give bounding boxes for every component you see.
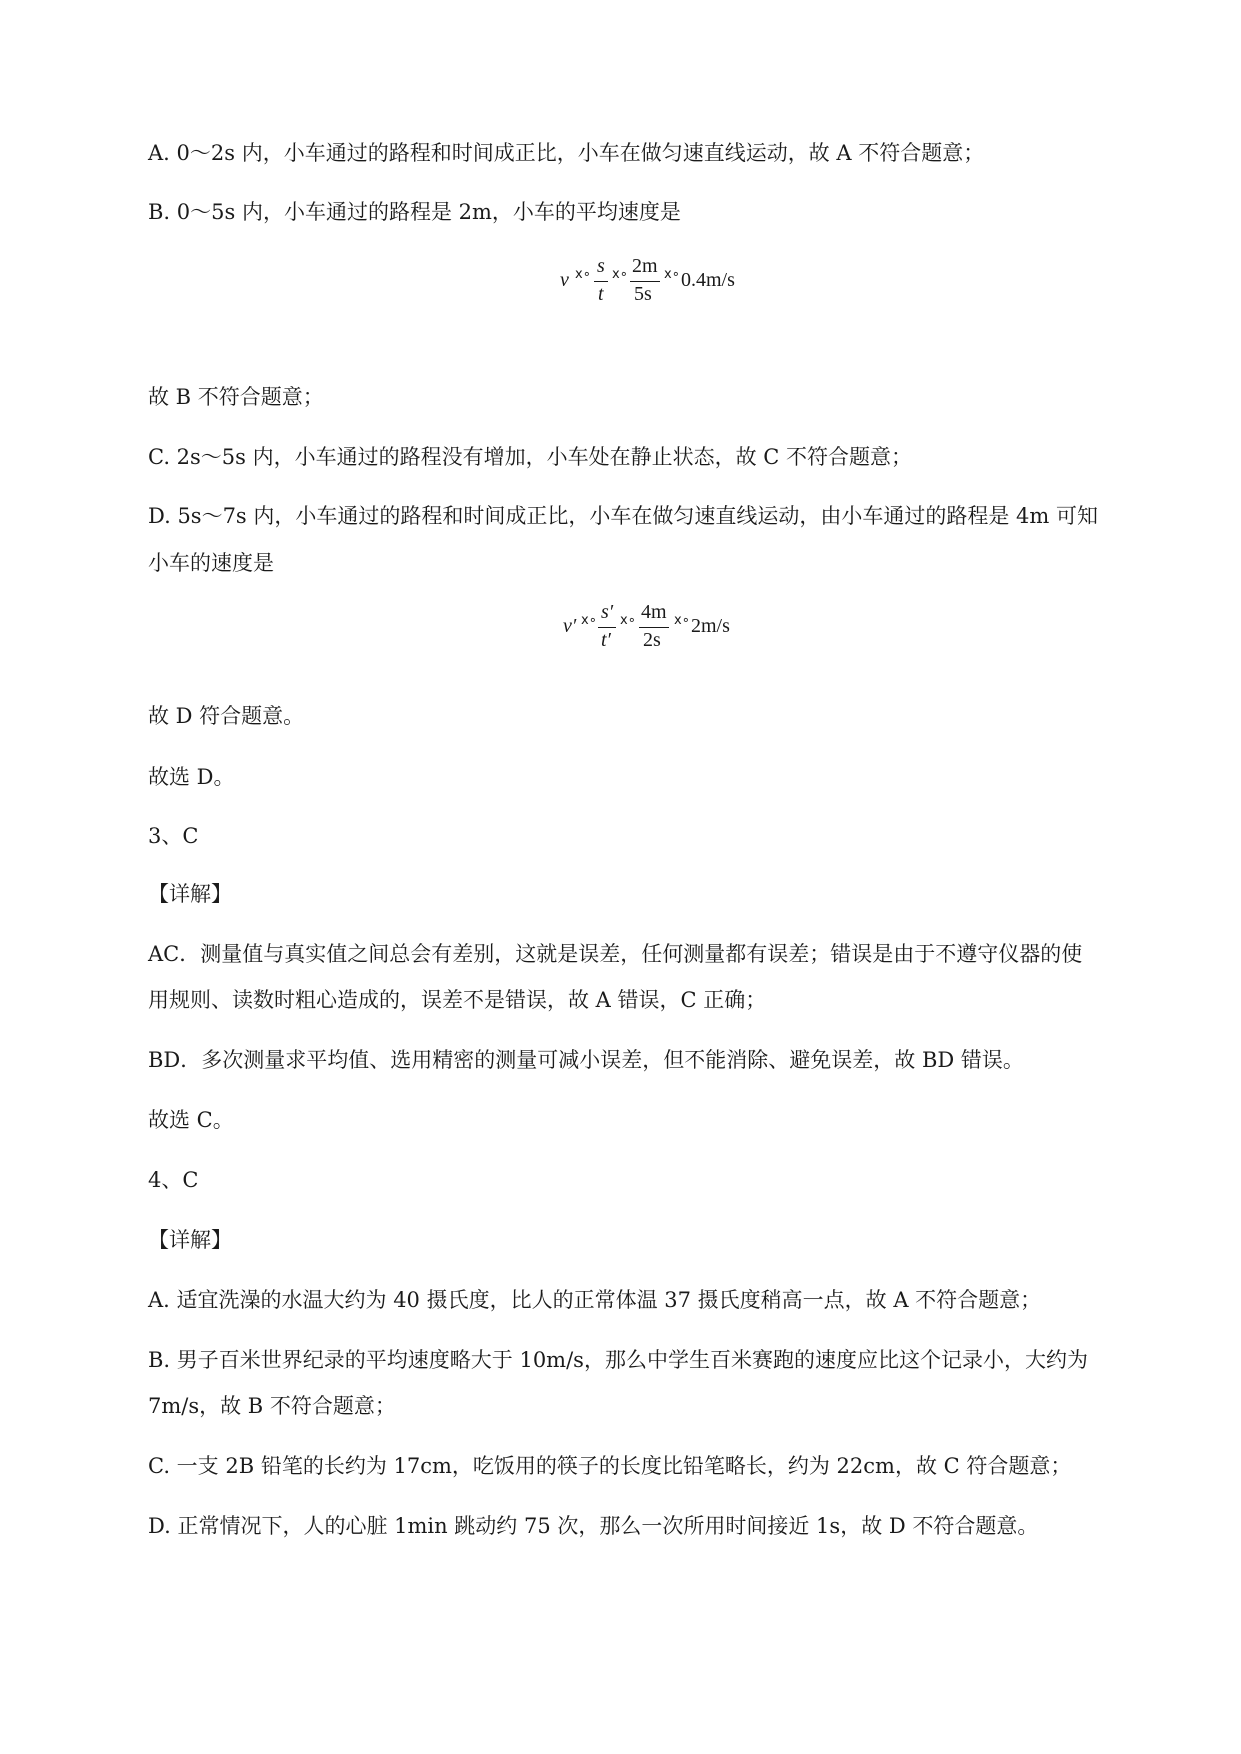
equals-glyph: ⅹ∘ (581, 613, 597, 628)
fraction-bar (630, 281, 660, 282)
formula-average-speed (0, 256, 1241, 316)
text-line: 故选 C。 (148, 1108, 234, 1132)
answer-number: 4、C (148, 1168, 199, 1192)
section-heading: 【详解】 (148, 1228, 232, 1252)
text-line: AC．测量值与真实值之间总会有差别，这就是误差，任何测量都有误差；错误是由于不遵守仪器的使 (148, 942, 1083, 966)
fraction-bar (639, 627, 669, 628)
equals-glyph: ⅹ∘ (664, 267, 680, 282)
fraction-bar (594, 281, 608, 282)
text-line: D. 5s～7s 内，小车通过的路程和时间成正比，小车在做匀速直线运动，由小车通过的路程是 4m 可知 (148, 504, 1099, 528)
fraction-numerator: 2m (632, 255, 658, 277)
equals-glyph: ⅹ∘ (620, 613, 636, 628)
fraction-denominator: t (598, 283, 604, 305)
text-line: BD．多次测量求平均值、选用精密的测量可减小误差，但不能消除、避免误差，故 BD 错误。 (148, 1048, 1024, 1072)
text-line: C. 一支 2B 铅笔的长约为 17cm，吃饭用的筷子的长度比铅笔略长，约为 22cm，故 C 符合题意； (148, 1454, 1072, 1478)
equals-glyph: ⅹ∘ (674, 613, 690, 628)
fraction-denominator: t′ (601, 629, 611, 651)
fraction-denominator: 5s (634, 283, 652, 305)
text-line: B. 男子百米世界纪录的平均速度略大于 10m/s，那么中学生百米赛跑的速度应比这个记录小，大约为 (148, 1348, 1088, 1372)
text-line: 小车的速度是 (148, 551, 274, 575)
equals-glyph: ⅹ∘ (612, 267, 628, 282)
fraction-numerator: 4m (641, 601, 667, 623)
text-line: A. 适宜洗澡的水温大约为 40 摄氏度，比人的正常体温 37 摄氏度稍高一点，故 A 不符合题意； (148, 1288, 1042, 1312)
formula-lhs: v′ (563, 615, 577, 637)
fraction-bar (598, 627, 616, 628)
formula-result: 0.4m/s (681, 269, 735, 291)
formula-lhs: v (560, 269, 569, 291)
text-line: A. 0～2s 内，小车通过的路程和时间成正比，小车在做匀速直线运动，故 A 不符合题意； (148, 141, 985, 165)
formula-speed (0, 602, 1241, 662)
text-line: 故选 D。 (148, 765, 235, 789)
section-heading: 【详解】 (148, 882, 232, 906)
text-line: 用规则、读数时粗心造成的，误差不是错误，故 A 错误，C 正确； (148, 988, 767, 1012)
text-line: 7m/s，故 B 不符合题意； (148, 1394, 396, 1418)
formula-result: 2m/s (691, 615, 730, 637)
text-line: 故 B 不符合题意； (148, 385, 324, 409)
fraction-numerator: s (597, 255, 605, 277)
answer-number: 3、C (148, 824, 199, 848)
text-line: C. 2s～5s 内，小车通过的路程没有增加，小车处在静止状态，故 C 不符合题意； (148, 445, 913, 469)
text-line: 故 D 符合题意。 (148, 704, 305, 728)
fraction-numerator: s′ (601, 601, 614, 623)
text-line: D. 正常情况下，人的心脏 1min 跳动约 75 次，那么一次所用时间接近 1s，故 D 不符合题意。 (148, 1514, 1039, 1538)
fraction-denominator: 2s (643, 629, 661, 651)
equals-glyph: ⅹ∘ (575, 267, 591, 282)
text-line: B. 0～5s 内，小车通过的路程是 2m，小车的平均速度是 (148, 200, 681, 224)
